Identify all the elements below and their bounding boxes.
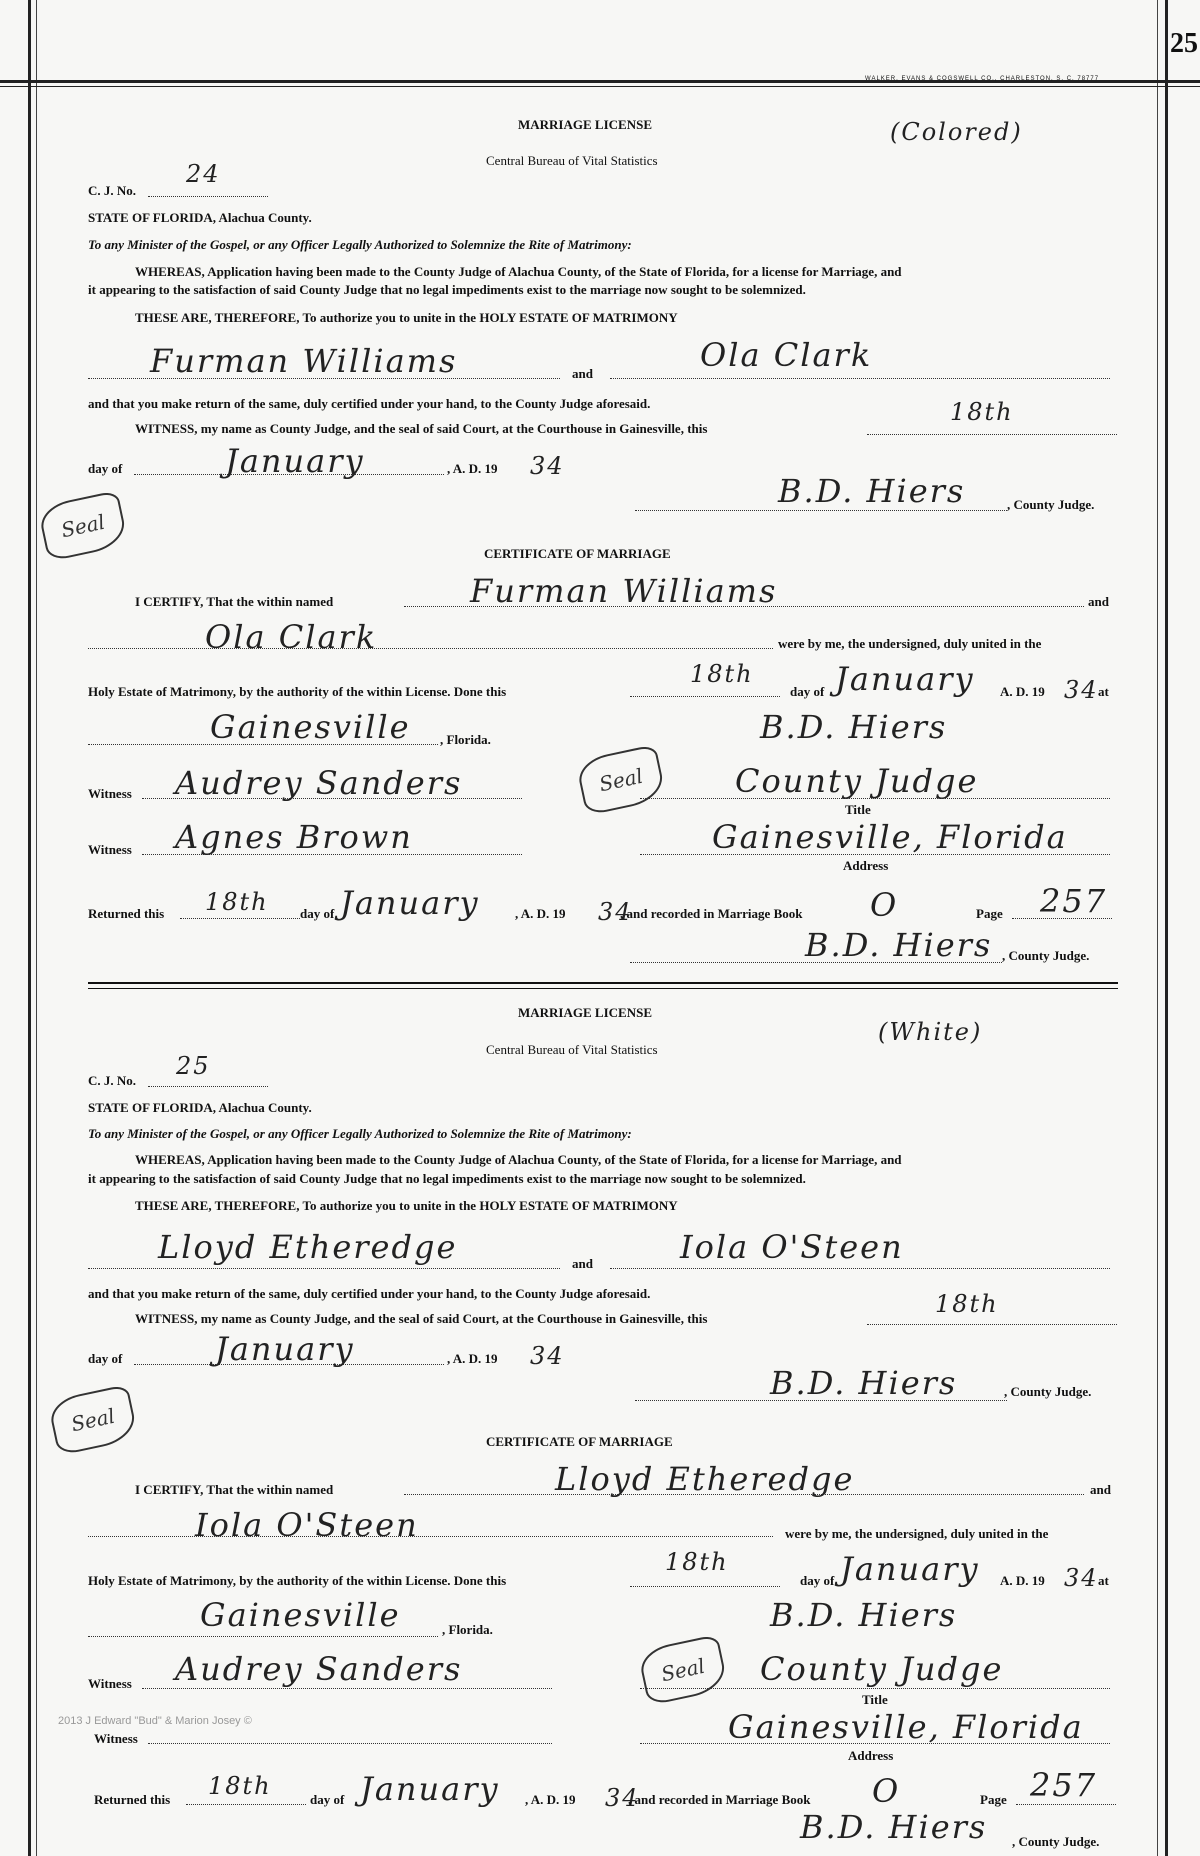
page-num: 257: [1030, 1766, 1098, 1804]
cert-seal-stamp: Seal: [637, 1634, 729, 1706]
returned-month: January: [360, 1770, 500, 1808]
at-label: at: [1098, 684, 1109, 699]
cert-judge-signature: B.D. Hiers: [760, 708, 948, 746]
right-border-inner: [1157, 0, 1158, 1856]
bride-name: Iola O'Steen: [680, 1228, 904, 1266]
returned-day-of-label: day of: [300, 906, 335, 921]
return-line: and that you make return of the same, duly certified under your hand, to the County Judge aforesaid.: [88, 1286, 651, 1301]
witness-label-2: Witness: [94, 1731, 138, 1746]
returned-label: Returned this: [94, 1792, 171, 1807]
right-border: [1165, 0, 1168, 1856]
groom-line: [88, 1268, 560, 1269]
i-certify-line: I CERTIFY, That the within named: [135, 594, 334, 609]
cert-day-of-label: day of: [790, 684, 825, 699]
left-border-inner: [36, 0, 37, 1856]
cert-bride-name: Iola O'Steen: [195, 1506, 419, 1544]
seal-stamp: Seal: [37, 490, 129, 562]
florida-label: , Florida.: [440, 732, 491, 747]
cert-day-of-label: day of: [800, 1573, 835, 1588]
witness-my-line: WITNESS, my name as County Judge, and the seal of said Court, at the Courthouse in Gainesville, this: [135, 421, 708, 436]
i-certify-line: I CERTIFY, That the within named: [135, 1482, 334, 1497]
ad-label: , A. D. 19: [447, 1351, 498, 1366]
cert-day-line: [630, 696, 780, 697]
record-divider-thin: [88, 988, 1118, 989]
witness-label-1: Witness: [88, 1676, 132, 1691]
year: 34: [530, 1342, 565, 1370]
holy-estate-line: Holy Estate of Matrimony, by the authority of the within License. Done this: [88, 684, 507, 699]
cert-bride-line: [88, 1536, 773, 1537]
cert-and-label: and: [1090, 1482, 1111, 1497]
cert-year: 34: [1064, 676, 1099, 704]
bride-line: [610, 378, 1110, 379]
witness-2-line: [148, 1743, 552, 1744]
witness-my-line: WITNESS, my name as County Judge, and the seal of said Court, at the Courthouse in Gainesville, this: [135, 1311, 708, 1326]
bureau-label: Central Bureau of Vital Statistics: [486, 153, 658, 168]
cert-ad-label: A. D. 19: [1000, 684, 1045, 699]
race-note: (Colored): [890, 118, 1023, 146]
address-label: Address: [843, 858, 889, 873]
county-judge-label: , County Judge.: [1004, 1384, 1092, 1399]
address-line: [640, 1743, 1110, 1744]
cj-number: 24: [186, 160, 221, 188]
month: January: [215, 1330, 355, 1368]
left-border: [28, 0, 31, 1856]
at-label: at: [1098, 1573, 1109, 1588]
ad-label: , A. D. 19: [447, 461, 498, 476]
place-line: [88, 1636, 438, 1637]
returned-day: 18th: [205, 888, 269, 916]
judge-title: County Judge: [735, 762, 979, 800]
returned-day-line: [186, 1804, 306, 1805]
bride-name: Ola Clark: [700, 336, 873, 374]
cert-year: 34: [1064, 1564, 1099, 1592]
cj-no-label: C. J. No.: [88, 1073, 137, 1088]
license-title: MARRIAGE LICENSE: [518, 117, 652, 132]
and-label: and: [572, 1256, 593, 1271]
page-label: Page: [980, 1792, 1007, 1807]
copyright-watermark: 2013 J Edward "Bud" & Marion Josey ©: [58, 1715, 252, 1727]
returned-county-judge-label: , County Judge.: [1002, 948, 1090, 963]
returned-day-line: [180, 918, 300, 919]
cert-title: CERTIFICATE OF MARRIAGE: [486, 1434, 673, 1449]
cert-bride-name: Ola Clark: [205, 618, 378, 656]
printer-imprint: WALKER, EVANS & COGSWELL CO., CHARLESTON, S. C. 78777: [865, 76, 1100, 82]
returned-ad-label: , A. D. 19: [525, 1792, 576, 1807]
returned-label: Returned this: [88, 906, 165, 921]
cert-judge-signature: B.D. Hiers: [770, 1596, 958, 1634]
returned-year: 34: [598, 898, 633, 926]
judge-signature: B.D. Hiers: [770, 1364, 958, 1402]
cj-no-line: [148, 1086, 268, 1087]
year: 34: [530, 452, 565, 480]
to-any-line: To any Minister of the Gospel, or any Officer Legally Authorized to Solemnize the Rite of Matrimony:: [88, 1126, 632, 1141]
day-of-label: day of: [88, 461, 123, 476]
whereas-line-2: it appearing to the satisfaction of said County Judge that no legal impediments exist to the marriage now sought to be solemnized.: [88, 1171, 806, 1186]
returned-day: 18th: [208, 1772, 272, 1800]
cert-month: January: [840, 1550, 980, 1588]
witness-1: Audrey Sanders: [175, 1650, 463, 1688]
top-rule-thin: [0, 86, 1200, 87]
groom-line: [88, 378, 560, 379]
returned-judge-line: [630, 962, 1002, 963]
groom-name: Lloyd Etheredge: [158, 1228, 458, 1266]
county-judge-label: , County Judge.: [1007, 497, 1095, 512]
cert-seal-stamp: Seal: [575, 744, 667, 816]
place-line: [88, 744, 438, 745]
title-line: [640, 1688, 1110, 1689]
page-num-line: [1016, 1804, 1116, 1805]
witness-day-line: [867, 1324, 1117, 1325]
these-are-line: THESE ARE, THEREFORE, To authorize you to unite in the HOLY ESTATE OF MATRIMONY: [135, 310, 678, 325]
license-title: MARRIAGE LICENSE: [518, 1005, 652, 1020]
page-number: 25: [1170, 28, 1198, 59]
witness-label-2: Witness: [88, 842, 132, 857]
judge-signature: B.D. Hiers: [778, 472, 966, 510]
returned-month: January: [340, 884, 480, 922]
whereas-line-2: it appearing to the satisfaction of said County Judge that no legal impediments exist to the marriage now sought to be solemnized.: [88, 282, 806, 297]
page-label: Page: [976, 906, 1003, 921]
month: January: [225, 442, 365, 480]
title-label: Title: [845, 802, 871, 817]
cj-number: 25: [176, 1052, 211, 1080]
cert-groom-name: Furman Williams: [470, 572, 778, 610]
place: Gainesville: [210, 708, 411, 746]
cj-no-label: C. J. No.: [88, 183, 137, 198]
return-line: and that you make return of the same, duly certified under your hand, to the County Judge aforesaid.: [88, 396, 651, 411]
address-line: [640, 854, 1110, 855]
judge-address: Gainesville, Florida: [728, 1708, 1084, 1746]
florida-label: , Florida.: [442, 1622, 493, 1637]
seal-stamp: Seal: [47, 1384, 139, 1456]
returned-judge-signature: B.D. Hiers: [805, 926, 993, 964]
bureau-label: Central Bureau of Vital Statistics: [486, 1042, 658, 1057]
were-by-me-line: were by me, the undersigned, duly united in the: [785, 1526, 1049, 1541]
judge-sig-line: [635, 510, 1007, 511]
returned-day-of-label: day of: [310, 1792, 345, 1807]
these-are-line: THESE ARE, THEREFORE, To authorize you to unite in the HOLY ESTATE OF MATRIMONY: [135, 1198, 678, 1213]
judge-address: Gainesville, Florida: [712, 818, 1068, 856]
groom-name: Furman Williams: [150, 342, 458, 380]
witness-2: Agnes Brown: [175, 818, 413, 856]
cert-ad-label: A. D. 19: [1000, 1573, 1045, 1588]
cj-no-line: [148, 196, 268, 197]
cert-bride-line: [88, 648, 773, 649]
book-letter: O: [870, 886, 899, 924]
witness-day: 18th: [935, 1290, 999, 1318]
to-any-line: To any Minister of the Gospel, or any Officer Legally Authorized to Solemnize the Rite of Matrimony:: [88, 237, 632, 252]
cert-groom-name: Lloyd Etheredge: [555, 1460, 855, 1498]
whereas-line-1: WHEREAS, Application having been made to the County Judge of Alachua County, of the State of Florida, for a license for Marriage, and: [135, 1152, 902, 1167]
cert-month: January: [835, 660, 975, 698]
race-note: (White): [878, 1018, 983, 1046]
address-label: Address: [848, 1748, 894, 1763]
returned-judge-signature: B.D. Hiers: [800, 1808, 988, 1846]
holy-estate-line: Holy Estate of Matrimony, by the authority of the within License. Done this: [88, 1573, 507, 1588]
witness-1-line: [142, 1688, 552, 1689]
cert-day-line: [630, 1586, 780, 1587]
state-line: STATE OF FLORIDA, Alachua County.: [88, 210, 312, 225]
recorded-label: , and recorded in Marriage Book: [628, 1792, 811, 1807]
judge-title: County Judge: [760, 1650, 1004, 1688]
witness-day-line: [867, 434, 1117, 435]
witness-day: 18th: [950, 398, 1014, 426]
cert-and-label: and: [1088, 594, 1109, 609]
page-num: 257: [1040, 882, 1108, 920]
cert-day: 18th: [665, 1548, 729, 1576]
bride-line: [610, 1268, 1110, 1269]
place: Gainesville: [200, 1596, 401, 1634]
whereas-line-1: WHEREAS, Application having been made to the County Judge of Alachua County, of the State of Florida, for a license for Marriage, and: [135, 264, 902, 279]
returned-ad-label: , A. D. 19: [515, 906, 566, 921]
returned-year: 34: [605, 1784, 640, 1812]
title-label: Title: [862, 1692, 888, 1707]
cert-title: CERTIFICATE OF MARRIAGE: [484, 546, 671, 561]
recorded-label: , and recorded in Marriage Book: [620, 906, 803, 921]
witness-label-1: Witness: [88, 786, 132, 801]
title-line: [640, 798, 1110, 799]
record-divider: [88, 982, 1118, 984]
witness-1: Audrey Sanders: [175, 764, 463, 802]
were-by-me-line: were by me, the undersigned, duly united in the: [778, 636, 1042, 651]
state-line: STATE OF FLORIDA, Alachua County.: [88, 1100, 312, 1115]
and-label: and: [572, 366, 593, 381]
cert-day: 18th: [690, 660, 754, 688]
returned-county-judge-label: , County Judge.: [1012, 1834, 1100, 1849]
day-of-label: day of: [88, 1351, 123, 1366]
book-letter: O: [872, 1772, 901, 1810]
